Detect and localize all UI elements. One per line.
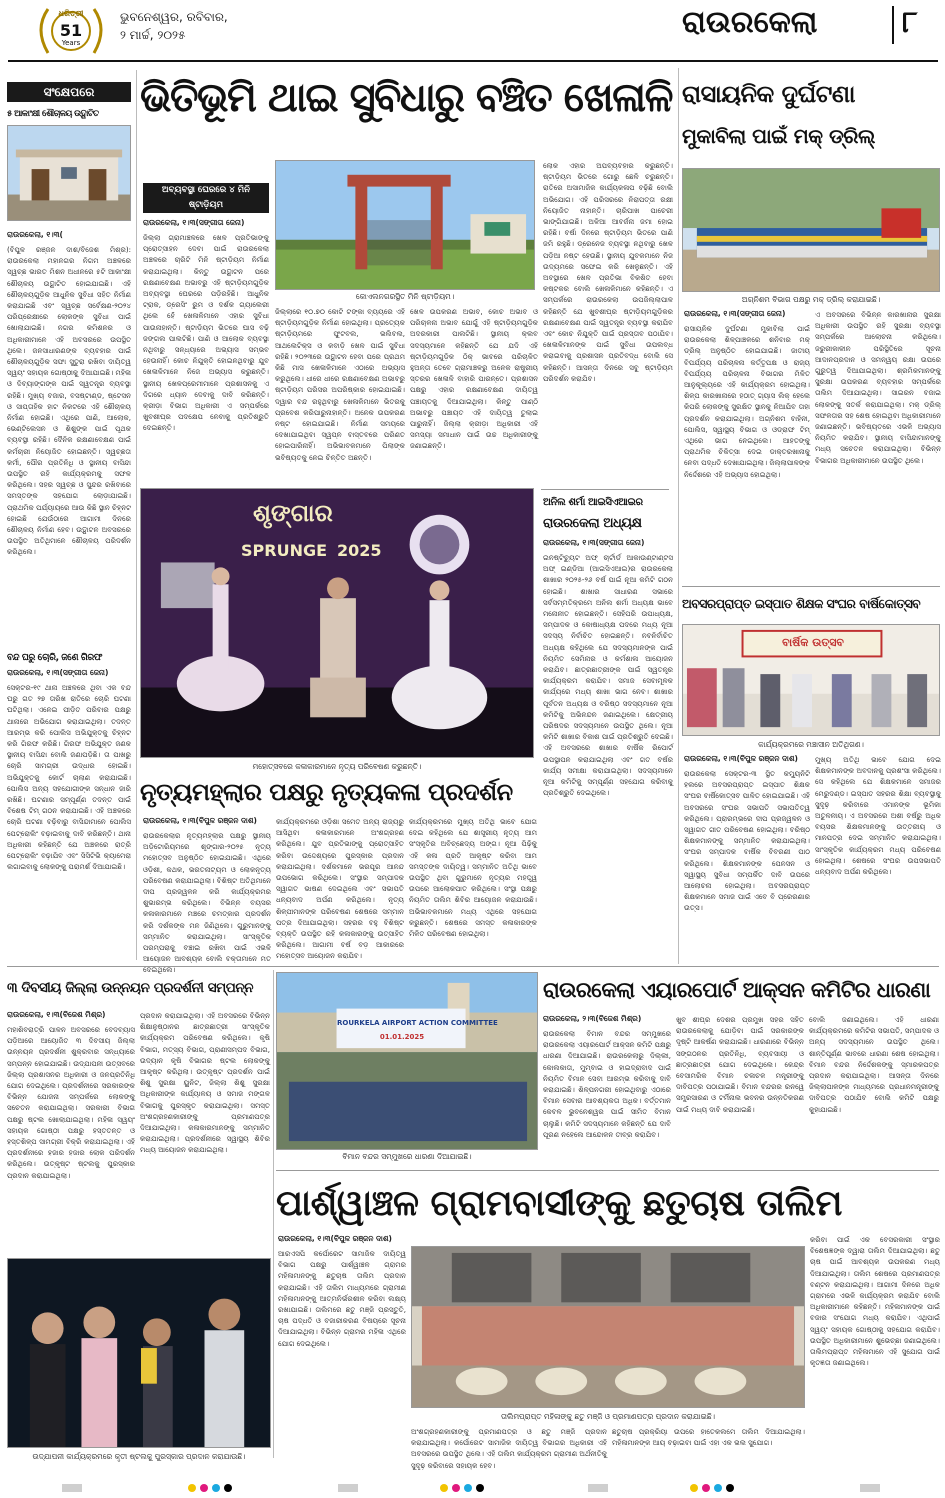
mushroom-caption: ତାଲିମପ୍ରାପ୍ତ ମହିଳାଙ୍କୁ ଛତୁ ମଞ୍ଜି ଓ ପ୍ରମାଣପତ୍ର ପ୍ରଦାନ କରାଯାଇଛି। bbox=[500, 1412, 716, 1421]
airport-byline: ରାଉରକେଲା, ୨।୩(ବିଜେଶ ମିଶ୍ର) bbox=[543, 1014, 642, 1023]
drill-caption: ଅଗ୍ନିଶମ ବିଭାଗ ପକ୍ଷରୁ ମକ୍ ଡ୍ରିଲ୍ କରାଯାଇଛି। bbox=[741, 295, 881, 304]
award-caption: ଉଦ୍ଯାପନୀ କାର୍ଯ୍ୟକ୍ରମରେ କୃତୀ ଷ୍ଟଲକୁ ପୁରସ୍କାର ପ୍ରଦାନ କରାଯାଉଛି। bbox=[32, 1452, 246, 1461]
mushroom-col2: ଅଂଶଗ୍ରହଣକାରୀଙ୍କୁ ପ୍ରମାଣପତ୍ର ଓ ଛତୁ ମଞ୍ଜି ପ୍ରଦାନ କରାଯାଇଥିଲା। କର୍ପୋରେଟ ସାମାଜିକ ଦାୟିତ୍ୱ ବିଭାଗର ଅଧିକାରୀ ଏହି ଅବସରରେ ଉପସ୍ଥିତ ଥିଲେ। ଏହି ତାଲିମ କାର୍ଯ୍ୟକ୍ରମ ଗ୍ରାମୀଣ ଅର୍ଥନୀତିକୁ ସୁଦୃଢ଼ କରିବାରେ ସହାୟକ ହେବ। bbox=[411, 1427, 610, 1470]
airport-col2: ଖୁବ ଶୀଘ୍ର ଦେଶର ପ୍ରମୁଖ ସହର ସହିତ ରାଉରକେଲାକୁ ଯୋଡ଼ିବା ପାଇଁ ସରକାରଙ୍କ ଦୃଷ୍ଟି ଆକର୍ଷଣ କରାଯାଇଛି। ଧାରଣାରେ ବିଭିନ୍ନ ସଙ୍ଗଠନର ପ୍ରତିନିଧି, ବ୍ୟବସାୟୀ ଓ ଛାତ୍ରଛାତ୍ରୀ ଯୋଗ ଦେଇଥିଲେ। କେନ୍ଦ୍ର ବେସାମରିକ ବିମାନ ଚଳାଚଳ ମନ୍ତ୍ରୀଙ୍କୁ ଦାବିପତ୍ର ପଠାଯାଇଛି। ବିମାନ ବନ୍ଦରର ରନୱେ ସମ୍ପ୍ରସାରଣ ଓ ଟର୍ମିନାଲ ଭବନର ଉନ୍ନତିକରଣ ପାଇଁ ମଧ୍ୟ ଦାବି କରାଯାଇଛି। bbox=[676, 1015, 807, 1114]
left-col-divider bbox=[136, 70, 137, 960]
dance-col2: କାର୍ଯ୍ୟକ୍ରମରେ ଓଡ଼ିଶା ସମେତ ଅନ୍ୟ ରାଜ୍ୟରୁ ଆସିଥିବା କଳାକାରମାନେ ଅଂଶଗ୍ରହଣ କରିଥିଲେ। ଯୁବ ପ୍ରତିଭାଙ୍କୁ ପ୍ରୋତ୍ସାହିତ କରିବା ଉଦ୍ଦେଶ୍ୟରେ ପୁରସ୍କାର ପ୍ରଦାନ କରାଯାଇଥିଲା। ଦର୍ଶକମାନେ ଭରପୂର ଆନନ୍ଦ ଉପଭୋଗ କରିଥିଲେ। ସଂସ୍ଥାର ସମ୍ପାଦକ ସ୍ୱାଗତ ଭାଷଣ ଦେଇଥିଲେ ଏବଂ ସଭାପତି ଧନ୍ୟବାଦ ଅର୍ପଣ କରିଥିଲେ। ନୃତ୍ୟ ଶିଳ୍ପୀମାନଙ୍କ ପରିବେଷଣ ଶେଷରେ ସମ୍ମାନ ପତ୍ର ଦିଆଯାଇଥିଲା। ସହରର ବହୁ ବିଶିଷ୍ଟ ବ୍ୟକ୍ତି ଉପସ୍ଥିତ ରହି କଳାକାରଙ୍କୁ ଉତ୍ସାହିତ କରିଥିଲେ। ଆଗାମୀ ବର୍ଷ ବଡ଼ ଆକାରରେ ମହୋତ୍ସବ ଆୟୋଜନ କରାଯିବ। bbox=[276, 817, 407, 961]
airport-col3: ବୋଲି ଜଣାଇଥିଲେ। ଏହି ଧାରଣା କାର୍ଯ୍ୟକ୍ରମରେ କମିଟିର ସଭାପତି, ସମ୍ପାଦକ ଓ ଅନ୍ୟ ସଦସ୍ୟମାନେ ଉପସ୍ଥିତ ଥିଲେ। ଶାନ୍ତିପୂର୍ଣ୍ଣ ଭାବରେ ଧାରଣା ଶେଷ ହୋଇଥିଲା। ବିମାନ ବନ୍ଦର ନିର୍ଦ୍ଦେଶକଙ୍କୁ ସ୍ମାରକପତ୍ର ପ୍ରଦାନ କରାଯାଇଥିଲା। ଆସନ୍ତା ଦିନରେ ଜିଲ୍ଲାପାଳଙ୍କ ମାଧ୍ୟମରେ ପ୍ରଧାନମନ୍ତ୍ରୀଙ୍କୁ ଦାବିପତ୍ର ପଠାଯିବ ବୋଲି କମିଟି ପକ୍ଷରୁ କୁହାଯାଇଛି। bbox=[809, 1015, 942, 1114]
registration-dot bbox=[212, 1484, 220, 1492]
registration-dot bbox=[452, 1484, 460, 1492]
drill-col1: ରାସାୟନିକ ଦୁର୍ଘଟଣା ମୁକାବିଲା ପାଇଁ ରାଉରକେଲା ଶିଳ୍ପାଞ୍ଚଳରେ ଶନିବାର ମକ୍ ଡ୍ରିଲ୍ ଅନୁଷ୍ଠିତ ହୋଇଯାଇଛି। ଜାତୀୟ ବିପର୍ଯ୍ୟୟ ପରିଚାଳନା କର୍ତ୍ତୃପକ୍ଷ ଓ ରାଜ୍ୟ ବିପର୍ଯ୍ୟୟ ପରିଚାଳନା ବିଭାଗର ମିଳିତ ଆନୁକୂଲ୍ୟରେ ଏହି କାର୍ଯ୍ୟକ୍ରମ ହୋଇଥିଲା। ଶିଳ୍ପ କାରଖାନାରେ ହଠାତ୍ ଗ୍ୟାସ ଲିକ୍ ହେଲେ କିପରି ଲୋକଙ୍କୁ ସୁରକ୍ଷିତ ସ୍ଥାନକୁ ନିଆଯିବ ତାହା ପ୍ରଦର୍ଶନ କରାଯାଇଥିଲା। ଅଗ୍ନିଶମ ବାହିନୀ, ପୋଲିସ, ସ୍ୱାସ୍ଥ୍ୟ ବିଭାଗ ଓ ଓଡ୍ରାଫ ଟିମ୍ ଏଥିରେ ଭାଗ ନେଇଥିଲେ। ଆହତଙ୍କୁ ପ୍ରାଥମିକ ଚିକିତ୍ସା ଦେଇ ଡାକ୍ତରଖାନାକୁ ନେବା ପଦ୍ଧତି ଦେଖାଯାଇଥିଲା। ଜିଲ୍ଲାପାଳଙ୍କ ନିର୍ଦ୍ଦେଶରେ ଏହି ଅଭ୍ୟାସ ହୋଇଥିଲା। bbox=[684, 324, 813, 479]
dance-col3: କାର୍ଯ୍ୟକ୍ରମରେ ମୁଖ୍ୟ ଅତିଥି ଭାବେ ଯୋଗ ଦେଇ କହିଥିଲେ ଯେ ଶାସ୍ତ୍ରୀୟ ନୃତ୍ୟ ଆମ ସଂସ୍କୃତିର ଅବିଚ୍ଛେଦ୍ୟ ଅଙ୍ଗ। ନୂଆ ପିଢ଼ିକୁ ଏହି କଳା ପ୍ରତି ଆକୃଷ୍ଟ କରିବା ଆମ ସମସ୍ତଙ୍କ ଦାୟିତ୍ୱ। ସମ୍ମାନିତ ଅତିଥି ଭାବେ ଉପସ୍ଥିତ ଥିବା ଗୁରୁମାନେ ନୃତ୍ୟର ମହତ୍ତ୍ୱ ଉପରେ ଆଲୋକପାତ କରିଥିଲେ। ସଂସ୍ଥା ପକ୍ଷରୁ ନିୟମିତ ତାଲିମ ଶିବିର ଆୟୋଜନ କରାଯାଉଛି। ଅଭିଭାବକମାନେ ମଧ୍ୟ ଏଥିରେ ସହଯୋଗ କରୁଛନ୍ତି। ଶେଷରେ ସମସ୍ତ କଳାକାରଙ୍କ ମିଳିତ ପରିବେଷଣ ହୋଇଥିଲା। bbox=[409, 817, 540, 939]
mid-rule bbox=[7, 966, 939, 967]
stadium-caption: କୋଏଲନଗରସ୍ଥିତ ମିନି ଷ୍ଟାଡ଼ିୟମ। bbox=[355, 292, 455, 301]
airport-headline: ରାଉରକେଲା ଏୟାରପୋର୍ଟ ଆକ୍ସନ କମିଟିର ଧାରଣା bbox=[543, 978, 931, 1002]
airport-photo bbox=[276, 972, 538, 1150]
page-number: ୮ bbox=[902, 5, 918, 40]
ais-rule bbox=[541, 489, 669, 490]
airport-caption: ବିମାନ ବନ୍ଦର ସମ୍ମୁଖରେ ଧାରଣା ଦିଆଯାଇଛି। bbox=[342, 1152, 472, 1161]
airport-banner-date: 01.01.2025 bbox=[379, 1033, 425, 1041]
registration-dot bbox=[714, 1484, 722, 1492]
teachers-caption: କାର୍ଯ୍ୟକ୍ରମରେ ମଞ୍ଚାସୀନ ଅତିଥିଗଣ। bbox=[758, 740, 864, 749]
drill-photo bbox=[682, 168, 940, 292]
teachers-photo bbox=[682, 624, 940, 736]
stadium-photo bbox=[275, 160, 535, 290]
drill-byline: ରାଉରକେଲା, ୧।୩(ସଙ୍ଗୀତା ଜେନା) bbox=[684, 309, 786, 318]
print-marks bbox=[0, 1478, 945, 1498]
mushroom-photo bbox=[411, 1246, 805, 1408]
expo-headline: ୩ ଦିବସୀୟ ଜିଲ୍ଲା ଉନ୍ନୟନ ପ୍ରଦର୍ଶନୀ ସମ୍ପନ୍ନ bbox=[7, 980, 254, 996]
stadium-col4: ଲୋକ ଏହାର ଅପବ୍ୟବହାର କରୁଛନ୍ତି। ଷ୍ଟାଡ଼ିୟମ ଭିତରେ ଗୋରୁ ଛେଳି ଚରୁଛନ୍ତି। ରାତିରେ ଅସାମାଜିକ କାର୍ଯ୍ୟକଳାପ ବଢ଼ିଛି ବୋଲି ଅଭିଯୋଗ। ଏହି ପରିସରରେ ନିରାପତ୍ତା ରକ୍ଷୀ ନିୟୋଜିତ ନାହାନ୍ତି। ଚାରିପାଖ ପାଚେରୀ ଭାଙ୍ଗିଯାଇଛି। ଅଳିଆ ଆବର୍ଜନା ଜମା ହୋଇ ରହିଛି। ବର୍ଷା ଦିନରେ ଷ୍ଟାଡ଼ିୟମ ଭିତରେ ପାଣି ଜମି ରହୁଛି। ଡ୍ରେନେଜ ବ୍ୟବସ୍ଥା ନଥିବାରୁ ଖେଳ ପଡ଼ିଆ ନଷ୍ଟ ହେଉଛି। ସ୍ଥାନୀୟ ଯୁବକମାନେ ନିଜ ଉଦ୍ୟମରେ ସଫେଇ କରି ଖେଳୁଛନ୍ତି। ଏହି ଅବସ୍ଥାରେ ଖେଳ ପ୍ରତିଭା ବିକଶିତ ହେବା କଷ୍ଟକର ବୋଲି ଖେଳାଳିମାନେ କହିଛନ୍ତି। ଏ ସମ୍ପର୍କରେ ରାଉରକେଲା ଉପଜିଲ୍ଲାପାଳ କହିଛନ୍ତି ଯେ ଖୁବଶୀଘ୍ର ଷ୍ଟାଡ଼ିୟମଗୁଡ଼ିକର ରକ୍ଷଣାବେକ୍ଷଣ ପାଇଁ ସ୍ୱତନ୍ତ୍ର ବ୍ୟବସ୍ଥା କରାଯିବ ଏବଂ କୋଚ ନିଯୁକ୍ତି ପାଇଁ ପ୍ରସ୍ତାବ ପଠାଯିବ। ଖେଳାଳିମାନଙ୍କ ପାଇଁ ସୁବିଧା ଉପଲବ୍ଧ କରାଇବାକୁ ପ୍ରଶାସନ ପ୍ରତିବଦ୍ଧ ବୋଲି ସେ କହିଛନ୍ତି। ଆସନ୍ତା ଦିନରେ ସବୁ ଷ୍ଟାଡ଼ିୟମ ପରିଦର୍ଶନ କରାଯିବ। bbox=[543, 161, 676, 383]
expo-col1: ମହାଶିବରାତ୍ରି ପାଳନ ଅବସରରେ ବେଦବ୍ୟାସ ପଡ଼ିଆରେ ଆୟୋଜିତ ୩ ଦିବସୀୟ ଜିଲ୍ଲା ଉନ୍ନୟନ ପ୍ରଦର୍ଶନୀ ଶୁକ୍ରବାର ସନ୍ଧ୍ୟାରେ ସମ୍ପନ୍ନ ହୋଇଯାଇଛି। ଉଦ୍ଯାପନୀ ଉତ୍ସବରେ ଜିଲ୍ଲା ପ୍ରଶାସନର ଅଧିକାରୀ ଓ ଜନପ୍ରତିନିଧି ଯୋଗ ଦେଇଥିଲେ। ପ୍ରଦର୍ଶନୀରେ ସରକାରଙ୍କ ବିଭିନ୍ନ ଯୋଜନା ସମ୍ପର୍କରେ ଲୋକଙ୍କୁ ସଚେତନ କରାଯାଇଥିଲା। ସରକାରୀ ବିଭାଗ ପକ୍ଷରୁ ଷ୍ଟଲ ଖୋଲାଯାଇଥିଲା। ମହିଳା ସ୍ୱୟଂ ସହାୟକ ଗୋଷ୍ଠୀ ପକ୍ଷରୁ ହସ୍ତତନ୍ତ ଓ ହସ୍ତଶିଳ୍ପ ସାମଗ୍ରୀ ବିକ୍ରି କରାଯାଇଥିଲା। ଏହି ପ୍ରଦର୍ଶନୀରେ ହଜାର ହଜାର ଲୋକ ପରିଦର୍ଶନ କରିଥିଲେ। ଉତ୍କୃଷ୍ଟ ଷ୍ଟଲକୁ ପୁରସ୍କାର ପ୍ରଦାନ କରାଯାଇଥିଲା। bbox=[7, 1025, 138, 1180]
registration-dot bbox=[476, 1484, 484, 1492]
airport-banner: ROURKELA AIRPORT ACTION COMMITTEE bbox=[337, 1019, 498, 1027]
brief2-byline: ରାଉରକେଲା, ୧।୩(ସଙ୍ଗୀତା ଜେନା) bbox=[7, 668, 109, 677]
print-bar bbox=[860, 1484, 880, 1492]
mushroom-rule bbox=[276, 1170, 939, 1171]
print-bar bbox=[62, 1484, 82, 1492]
masthead bbox=[0, 0, 945, 62]
dance-photo bbox=[140, 488, 534, 758]
toilet-photo bbox=[7, 125, 131, 221]
registration-dot bbox=[690, 1484, 698, 1492]
expo-col2: ପ୍ରଦାନ କରାଯାଇଥିଲା। ଏହି ଅବସରରେ ବିଭିନ୍ନ ଶିକ୍ଷାନୁଷ୍ଠାନର ଛାତ୍ରଛାତ୍ରୀ ସାଂସ୍କୃତିକ କାର୍ଯ୍ୟକ୍ରମ ପରିବେଷଣ କରିଥିଲେ। କୃଷି ବିଭାଗ, ମତ୍ସ୍ୟ ବିଭାଗ, ପ୍ରାଣୀସମ୍ପଦ ବିଭାଗ, ଉଦ୍ୟାନ କୃଷି ବିଭାଗର ଷ୍ଟଲ ଲୋକଙ୍କୁ ଆକୃଷ୍ଟ କରିଥିଲା। ଉତ୍କୃଷ୍ଟ ପ୍ରଦର୍ଶନ ପାଇଁ ଶିଶୁ ସୁରକ୍ଷା ୟୁନିଟ, ଜିଲ୍ଲା ଶିଶୁ ସୁରକ୍ଷା ଅଧିକାରୀଙ୍କ କାର୍ଯ୍ୟାଳୟ ଓ ସମାଜ ମଙ୍ଗଳ ବିଭାଗକୁ ପୁରସ୍କୃତ କରାଯାଇଥିଲା। ସମସ୍ତ ଅଂଶଗ୍ରହଣକାରୀଙ୍କୁ ପ୍ରମାଣପତ୍ର ଦିଆଯାଇଥିଲା। କଳାକାରମାନଙ୍କୁ ସମ୍ମାନିତ କରାଯାଇଥିଲା। ପ୍ରଦର୍ଶନୀରେ ସ୍ୱାସ୍ଥ୍ୟ ଶିବିର ମଧ୍ୟ ଆୟୋଜନ କରାଯାଇଥିଲା। bbox=[140, 1011, 273, 1155]
registration-dot bbox=[464, 1484, 472, 1492]
logo-brand-text: ଧରିତ୍ରୀ bbox=[58, 9, 84, 18]
anniversary-logo bbox=[30, 3, 112, 57]
print-bar bbox=[338, 1484, 358, 1492]
teachers-col2: ମୁଖ୍ୟ ଅତିଥି ଭାବେ ଯୋଗ ଦେଇ ଶିକ୍ଷକମାନଙ୍କ ଅବଦାନକୁ ପ୍ରଶଂସା କରିଥିଲେ। ସେ କହିଥିଲେ ଯେ ଶିକ୍ଷକମାନେ ସମାଜର ମେରୁଦଣ୍ଡ। ଇସ୍ପାତ ସହରର ଶିକ୍ଷା ବ୍ୟବସ୍ଥାକୁ ସୁଦୃଢ଼ କରିବାରେ ଏମାନଙ୍କ ଭୂମିକା ଅତୁଳନୀୟ। ଏ ଅବସରରେ ଅଶୀ ବର୍ଷରୁ ଅଧିକ ବୟସର ଶିକ୍ଷକମାନଙ୍କୁ ଉତ୍ତରୀୟ ଓ ମାନପତ୍ର ଦେଇ ସମ୍ମାନିତ କରାଯାଇଥିଲା। ସାଂସ୍କୃତିକ କାର୍ଯ୍ୟକ୍ରମ ମଧ୍ୟ ପରିବେଷଣ ହୋଇଥିଲା। ଶେଷରେ ସଂଘର ଉପସଭାପତି ଧନ୍ୟବାଦ ଅର୍ପଣ କରିଥିଲେ। bbox=[815, 755, 944, 877]
brief1-byline: ରାଉରକେଲା, ୧।୩( bbox=[7, 230, 63, 239]
stadium-kicker: ଅବ୍ୟବସ୍ଥା ଘେରରେ ୪ ମିନି ଷ୍ଟାଡ଼ିୟମ bbox=[143, 183, 269, 213]
masthead-rule bbox=[8, 60, 938, 62]
teachers-rule bbox=[682, 586, 940, 587]
print-bar bbox=[588, 1484, 608, 1492]
right-col-divider bbox=[678, 68, 679, 964]
brief2-title: ବନ୍ଦ ଘରୁ ଚୋରି, ଜଣେ ଗିରଫ bbox=[7, 652, 103, 663]
ais-headline-line1: ଅନିଲ ଶର୍ମା ଆଇସିଏଆଇର bbox=[543, 497, 643, 508]
registration-dot bbox=[726, 1484, 734, 1492]
registration-dot bbox=[224, 1484, 232, 1492]
registration-dot bbox=[188, 1484, 196, 1492]
stage-backdrop-title: ଶୃଙ୍ଗାର bbox=[253, 499, 333, 527]
stadium-col3: ଖେଳ ଉପକରଣ ଅଭାବ, କୋଚ ଅଭାବ ଓ ପରିଚାଳନା ଅଭାବ ଯୋଗୁଁ ଏହି ଷ୍ଟାଡ଼ିୟମଗୁଡ଼ିକ ଅଦରକାରୀ ପାଲଟିଛି। ସ୍ଥାନୀୟ କ୍ଲବ ସଦସ୍ୟମାନେ କହିଛନ୍ତି ଯେ ଯଦି ଏହି ଷ୍ଟାଡ଼ିୟମଗୁଡ଼ିକ ଠିକ୍ ଭାବରେ ପରିଚାଳିତ ହୁଅନ୍ତା ତେବେ ଗ୍ରାମାଞ୍ଚଳରୁ ଅନେକ ରାଷ୍ଟ୍ରୀୟ ସ୍ତରର ଖେଳାଳି ବାହାରି ପାରନ୍ତେ। ପ୍ରଶାସନ ପକ୍ଷରୁ ଏହାର ରକ୍ଷଣାବେକ୍ଷଣ ଦାୟିତ୍ୱ ପଞ୍ଚାୟତକୁ ଦିଆଯାଇଥିଲା। କିନ୍ତୁ ପାଣ୍ଠି ଅଭାବରୁ ପଞ୍ଚାୟତ ଏହି ଦାୟିତ୍ୱ ତୁଲାଇ ପାରୁନାହିଁ। ଜିଲ୍ଲା କ୍ରୀଡ଼ା ଅଧିକାରୀ ଏହି ସମସ୍ୟା ସମାଧାନ ପାଇଁ ଉଚ୍ଚ ଅଧିକାରୀଙ୍କୁ ଜଣାଇଛନ୍ତି। bbox=[410, 307, 541, 451]
stage-backdrop-subtitle: SPRUNGE bbox=[241, 541, 328, 560]
teachers-byline: ରାଉରକେଲା, ୧।୩(ବିପୁଳ ରଞ୍ଜନ ଦାଶ) bbox=[684, 754, 798, 763]
mushroom-headline: ପାର୍ଶ୍ୱାଞ୍ଚଳ ଗ୍ରାମବାସୀଙ୍କୁ ଛତୁଚାଷ ତାଲିମ bbox=[276, 1183, 842, 1224]
stage-backdrop-year: 2025 bbox=[337, 541, 382, 560]
dance-byline: ରାଉରକେଲା, ୧।୩(ବିପୁଳ ରଞ୍ଜନ ଦାଶ) bbox=[143, 816, 257, 825]
brief2-body: ସେକ୍ଟର-୧୯ ଥାନା ଅଞ୍ଚଳରେ ଥିବା ଏକ ବନ୍ଦ ଘରୁ ଗତ ୨୭ ତାରିଖ ରାତିରେ ଚୋରି ଘଟଣା ଘଟିଥିଲା। ଏନେଇ ପୀଡ଼ିତ ପରିବାର ପକ୍ଷରୁ ଥାନାରେ ଅଭିଯୋଗ କରାଯାଇଥିଲା। ତଦନ୍ତ ଆରମ୍ଭ କରି ପୋଲିସ ଅଭିଯୁକ୍ତକୁ ଚିହ୍ନଟ କରି ଗିରଫ କରିଛି। ଗିରଫ ଅଭିଯୁକ୍ତ ଜଣକ ସ୍ଥାନୀୟ ବାସିନ୍ଦା ବୋଲି ଜଣାପଡ଼ିଛି। ତା ପାଖରୁ ଚୋରି ସାମଗ୍ରୀ ଉଦ୍ଧାର ହୋଇଛି। ଅଭିଯୁକ୍ତକୁ କୋର୍ଟ ଚାଲାଣ କରାଯାଇଛି। ପୋଲିସ ଅନ୍ୟ ସହଯୋଗୀଙ୍କ ସନ୍ଧାନ ଜାରି ରଖିଛି। ଘଟଣାର ସମ୍ପୂର୍ଣ୍ଣ ତଦନ୍ତ ପାଇଁ ବିଶେଷ ଟିମ୍ ଗଠନ କରାଯାଇଛି। ଏହି ଅଞ୍ଚଳରେ ଚୋରି ଘଟଣା ବଢ଼ିବାରୁ ବାସିନ୍ଦାମାନେ ପୋଲିସ ପେଟ୍ରୋଲିଂ ବଢ଼ାଇବାକୁ ଦାବି କରିଛନ୍ତି। ଥାନା ଅଧିକାରୀ କହିଛନ୍ତି ଯେ ଅଞ୍ଚଳରେ ରାତ୍ରି ପେଟ୍ରୋଲିଂ ବଢ଼ାଯିବ ଏବଂ ସିସିଟିଭି କ୍ୟାମେରା ଲଗାଇବାକୁ ଲୋକଙ୍କୁ ପରାମର୍ଶ ଦିଆଯାଇଛି। bbox=[7, 683, 134, 872]
brief1-title: ୫ ଆକାଂକ୍ଷୀ ଶୌଚାଳୟ ଉଦ୍ଘାଟିତ bbox=[7, 108, 99, 118]
stadium-col2: ଜିଲ୍ଲାରେ ୧୦.୭୦ କୋଟି ଟଙ୍କା ବ୍ୟୟରେ ଏହି ଷ୍ଟାଡ଼ିୟମଗୁଡ଼ିକ ନିର୍ମାଣ ହୋଇଥିଲା। ପ୍ରତ୍ୟେକ ଷ୍ଟାଡ଼ିୟମରେ ଫୁଟବଲ, ଭଲିବଲ, ଆଥଲେଟିକ୍ସ ଓ କବାଡ଼ି ଖେଳ ପାଇଁ ସୁବିଧା ରହିଛି। ୨୦୨୩ରେ ଉଦ୍ଘାଟନ ହେବା ପରେ ପ୍ରଥମ କିଛି ମାସ ଖେଳାଳିମାନେ ଏଠାରେ ଅଭ୍ୟାସ କରୁଥିଲେ। ଧୀରେ ଧୀରେ ରକ୍ଷଣାବେକ୍ଷଣ ଅଭାବରୁ ଷ୍ଟାଡ଼ିୟମ ପରିସର ଅପରିଷ୍କାର ହୋଇଯାଇଛି। ଦ୍ୱାର ବନ୍ଦ ରହୁଥିବାରୁ ଖେଳାଳିମାନେ ଭିତରକୁ ପ୍ରବେଶ କରିପାରୁନାହାନ୍ତି। ଅନେକ ଉପକରଣ ନଷ୍ଟ ହୋଇଯାଇଛି। ନିର୍ମାଣ ସମୟରେ ଦେଖାଯାଇଥିବା ସ୍ୱପ୍ନ ବାସ୍ତବରେ ପରିଣତ ହୋଇପାରିନାହିଁ। ଅଭିଭାବକମାନେ ପିଲାଙ୍କ ଭବିଷ୍ୟତକୁ ନେଇ ଚିନ୍ତିତ ଅଛନ୍ତି। bbox=[275, 307, 408, 462]
teachers-banner: ବାର୍ଷିକ ଉତ୍ସବ bbox=[782, 636, 844, 649]
stadium-byline: ରାଉରକେଲା, ୧।୩(ସଙ୍ଗୀତା ଜେନା) bbox=[143, 218, 245, 227]
airport-col1: ରାଉରକେଲା ବିମାନ ବନ୍ଦର ସମ୍ମୁଖରେ ରାଉରକେଲା ଏୟାରପୋର୍ଟ ଆକ୍ସନ କମିଟି ପକ୍ଷରୁ ଧାରଣା ଦିଆଯାଇଛି। ରାଉରକେଲାରୁ ଦିଲ୍ଲୀ, କୋଲକାତା, ମୁମ୍ବାଇ ଓ ହାଇଦ୍ରାବାଦ ପାଇଁ ନିୟମିତ ବିମାନ ସେବା ଆରମ୍ଭ କରିବାକୁ ଦାବି କରାଯାଇଛି। ଶିଳ୍ପନଗରୀ ହୋଇଥିବାରୁ ଏଠାରେ ବିମାନ ସେବାର ଆବଶ୍ୟକତା ଅଧିକ। ବର୍ତ୍ତମାନ କେବଳ ଭୁବନେଶ୍ୱର ପାଇଁ ସୀମିତ ବିମାନ ଚାଲୁଛି। କମିଟି ସଦସ୍ୟମାନେ କହିଛନ୍ତି ଯେ ଦାବି ପୂରଣ ନହେଲେ ଆନ୍ଦୋଳନ ତୀବ୍ର କରାଯିବ। bbox=[543, 1029, 674, 1139]
mushroom-col1: ଆରଏସପି କର୍ପୋରେଟ ସାମାଜିକ ଦାୟିତ୍ୱ ବିଭାଗ ପକ୍ଷରୁ ପାର୍ଶ୍ୱାଞ୍ଚଳ ଗ୍ରାମର ମହିଳାମାନଙ୍କୁ ଛତୁଚାଷ ତାଲିମ ପ୍ରଦାନ କରାଯାଇଛି। ଏହି ତାଲିମ ମାଧ୍ୟମରେ ଗ୍ରାମୀଣ ମହିଳାମାନଙ୍କୁ ଆତ୍ମନିର୍ଭରଶୀଳ କରିବା ଲକ୍ଷ୍ୟ ରଖାଯାଇଛି। ତାଲିମରେ ଛତୁ ମଞ୍ଜି ପ୍ରସ୍ତୁତି, ଚାଷ ପଦ୍ଧତି ଓ ବଜାରୀକରଣ ବିଷୟରେ ସୂଚନା ଦିଆଯାଇଥିଲା। ବିଭିନ୍ନ ଗ୍ରାମର ମହିଳା ଏଥିରେ ଯୋଗ ଦେଇଥିଲେ। bbox=[278, 1249, 409, 1348]
ais-byline: ରାଉରକେଲା, ୧।୩(ସଙ୍ଗୀତା ଜେନା) bbox=[543, 538, 645, 547]
drill-headline-line2: ମୁକାବିଲା ପାଇଁ ମକ୍ ଡ୍ରିଲ୍ bbox=[682, 124, 875, 148]
dance-caption: ମହୋତ୍ସବରେ କଳାକାରମାନେ ନୃତ୍ୟ ପରିବେଷଣ କରୁଛନ୍ତି। bbox=[252, 762, 422, 771]
dance-col1: ରାଉରକେଲାର ନୃତ୍ୟମହ୍ଲାର ପକ୍ଷରୁ ସ୍ଥାନୀୟ ଅଡ଼ିଟୋରିୟମରେ ଶୃଙ୍ଗାର-୨୦୨୫ ନୃତ୍ୟ ମହୋତ୍ସବ ଅନୁଷ୍ଠିତ ହୋଇଯାଇଛି। ଏଥିରେ ଓଡ଼ିଶୀ, କଥକ, ଭରତନାଟ୍ୟମ ଓ ଲୋକନୃତ୍ୟ ପରିବେଷଣ କରାଯାଇଥିଲା। ବିଶିଷ୍ଟ ଅତିଥିମାନେ ଦୀପ ପ୍ରଜ୍ୱଳନ କରି କାର୍ଯ୍ୟକ୍ରମର ଶୁଭାରମ୍ଭ କରିଥିଲେ। ବିଭିନ୍ନ ବୟସର କଳାକାରମାନେ ମଞ୍ଚରେ ଚମତ୍କାର ପ୍ରଦର୍ଶନ କରି ଦର୍ଶକଙ୍କ ମନ ଜିଣିଥିଲେ। ଗୁରୁମାନଙ୍କୁ ସମ୍ମାନିତ କରାଯାଇଥିଲା। ସାଂସ୍କୃତିକ ପରମ୍ପରାକୁ ବଞ୍ଚାଇ ରଖିବା ପାଇଁ ଏଭଳି ଆୟୋଜନ ଆବଶ୍ୟକ ବୋଲି ବକ୍ତାମାନେ ମତ ଦେଇଥିଲେ। bbox=[143, 831, 274, 975]
brief1-body: (ବିପୁଳ ରଞ୍ଜନ ଦାଶ/ବିଜେଶ ମିଶ୍ର): ରାଉରକେଲା ମହାନଗର ନିଗମ ଅଞ୍ଚଳରେ ସ୍ୱଚ୍ଛ ଭାରତ ମିଶନ ଅଧୀନରେ ୫ଟି ଆକାଂକ୍ଷୀ ଶୌଚାଳୟ ଉଦ୍ଘାଟିତ ହୋଇଯାଇଛି। ଏହି ଶୌଚାଳୟଗୁଡ଼ିକ ଆଧୁନିକ ସୁବିଧା ସହିତ ନିର୍ମାଣ କରାଯାଇଛି ଏବଂ ସ୍ୱଚ୍ଛ ସର୍ବେକ୍ଷଣ-୨୦୨୪ ପରିପ୍ରେକ୍ଷୀରେ ଲୋକଙ୍କ ସୁବିଧା ପାଇଁ ଖୋଲାଯାଇଛି। ନଗର କମିଶନର ଓ ଅଧିକାରୀମାନେ ଏହି ଅବସରରେ ଉପସ୍ଥିତ ଥିଲେ। ଜନସାଧାରଣଙ୍କ ବ୍ୟବହାର ପାଇଁ ଶୌଚାଳୟଗୁଡ଼ିକ ସଫା ସୁତୁରା ରଖିବା ଦାୟିତ୍ୱ ସ୍ୱୟଂ ସହାୟକ ଗୋଷ୍ଠୀକୁ ଦିଆଯାଇଛି। ମହିଳା ଓ ଦିବ୍ୟାଙ୍ଗଙ୍କ ପାଇଁ ସ୍ୱତନ୍ତ୍ର ବ୍ୟବସ୍ଥା ରହିଛି। ମୁଖ୍ୟ ବଜାର, ବସଷ୍ଟାଣ୍ଡ, ଷ୍ଟେସନ ଓ ସାପ୍ତାହିକ ହାଟ ନିକଟରେ ଏହି ଶୌଚାଳୟ ନିର୍ମାଣ ହୋଇଛି। ଏଥିରେ ପାଣି, ଆଲୋକ, ଭେଣ୍ଟିଲେସନ ଓ ଶିଶୁଙ୍କ ପାଇଁ ପୃଥକ ବ୍ୟବସ୍ଥା ରହିଛି। ଦୈନିକ ରକ୍ଷଣାବେକ୍ଷଣ ପାଇଁ କର୍ମଚାରୀ ନିୟୋଜିତ ହୋଇଛନ୍ତି। ସ୍ୱଚ୍ଛତା କର୍ମୀ, ପୌର ପ୍ରତିନିଧି ଓ ସ୍ଥାନୀୟ ବାସିନ୍ଦା ଉପସ୍ଥିତ ରହି କାର୍ଯ୍ୟକ୍ରମକୁ ସଫଳ କରିଥିଲେ। ସହର ସ୍ୱଚ୍ଛ ଓ ସୁନ୍ଦର ରଖିବାରେ ସମସ୍ତଙ୍କ ସହଯୋଗ ଲୋଡ଼ାଯାଇଛି। ପ୍ରାଥମିକ ପର୍ଯ୍ୟାୟରେ ଆଉ କିଛି ସ୍ଥାନ ଚିହ୍ନଟ ହୋଇଛି ଯେଉଁଠାରେ ଆଗାମୀ ଦିନରେ ଶୌଚାଳୟ ନିର୍ମାଣ ହେବ। ଉଦ୍ଘାଟନ ଅବସରରେ ଉପସ୍ଥିତ ଅତିଥିମାନେ ଶୌଚାଳୟ ପରିଦର୍ଶନ କରିଥିଲେ। bbox=[7, 245, 134, 557]
stadium-headline: ଭିତିଭୂମି ଥାଇ ସୁବିଧାରୁ ବଞ୍ଚିତ ଖେଳାଳି bbox=[140, 75, 673, 121]
dateline-place-day: ଭୁବନେଶ୍ୱର, ରବିବାର, bbox=[120, 10, 228, 24]
section-name: ରାଉରକେଲା bbox=[682, 5, 818, 40]
teachers-headline: ଅବସରପ୍ରାପ୍ତ ଇସ୍ପାତ ଶିକ୍ଷକ ସଂଘର ବାର୍ଷିକୋତ୍ସବ bbox=[682, 596, 921, 611]
logo-years-word: Years bbox=[61, 39, 81, 47]
ais-body: ଇନଷ୍ଟିଚ୍ୟୁଟ ଅଫ୍ ଚାର୍ଟାର୍ଡ ଆକାଉଣ୍ଟାଣ୍ଟସ ଅଫ୍ ଇଣ୍ଡିଆ (ଆଇସିଏଆଇ)ର ରାଉରକେଲା ଶାଖାର ୨୦୨୫-୨୬ ବର୍ଷ ପାଇଁ ନୂଆ କମିଟି ଗଠନ ହୋଇଛି। ଶାଖାର ସାଧାରଣ ସଭାରେ ସର୍ବସମ୍ମତିକ୍ରମେ ଅନିଲ ଶର୍ମା ଅଧ୍ୟକ୍ଷ ଭାବେ ମନୋନୀତ ହୋଇଛନ୍ତି। ସେହିପରି ଉପାଧ୍ୟକ୍ଷ, ସମ୍ପାଦକ ଓ କୋଷାଧ୍ୟକ୍ଷ ପଦରେ ମଧ୍ୟ ନୂଆ ସଦସ୍ୟ ନିର୍ବାଚିତ ହୋଇଛନ୍ତି। ନବନିର୍ବାଚିତ ଅଧ୍ୟକ୍ଷ କହିଥିଲେ ଯେ ସଦସ୍ୟମାନଙ୍କ ପାଇଁ ନିୟମିତ ସେମିନାର ଓ କର୍ମଶାଳା ଆୟୋଜନ କରାଯିବ। ଛାତ୍ରଛାତ୍ରୀଙ୍କ ପାଇଁ ସ୍ୱତନ୍ତ୍ର କାର୍ଯ୍ୟକ୍ରମ କରାଯିବ। ସମାଜ ସେବାମୂଳକ କାର୍ଯ୍ୟରେ ମଧ୍ୟ ଶାଖା ଭାଗ ନେବ। ଶାଖାର ପୂର୍ବତନ ଅଧ୍ୟକ୍ଷ ଓ ବରିଷ୍ଠ ସଦସ୍ୟମାନେ ନୂଆ କମିଟିକୁ ଅଭିନନ୍ଦନ ଜଣାଇଥିଲେ। କ୍ଷେତ୍ରୀୟ ପରିଷଦର ସଦସ୍ୟମାନେ ଉପସ୍ଥିତ ଥିଲେ। ନୂଆ କମିଟି ଶାଖାର ବିକାଶ ପାଇଁ ପ୍ରତିଶ୍ରୁତି ଦେଇଛି। ଏହି ଅବସରରେ ଶାଖାର ବାର୍ଷିକ ରିପୋର୍ଟ ଉପସ୍ଥାପନ କରାଯାଇଥିଲା ଏବଂ ଗତ ବର୍ଷର କାର୍ଯ୍ୟ ସମୀକ୍ଷା କରାଯାଇଥିଲା। ସଦସ୍ୟମାନେ ନୂଆ କମିଟିକୁ ସମ୍ପୂର୍ଣ୍ଣ ସହଯୋଗ କରିବାକୁ ପ୍ରତିଶ୍ରୁତି ଦେଇଥିଲେ। bbox=[543, 553, 676, 798]
dateline-date: ୨ ମାର୍ଚ୍ଚ, ୨୦୨୫ bbox=[120, 28, 186, 42]
teachers-col1: ରାଉରକେଲା ସେକ୍ଟର-୩ ସ୍ଥିତ କମ୍ୟୁନିଟି ହଲରେ ଅବସରପ୍ରାପ୍ତ ଇସ୍ପାତ ଶିକ୍ଷକ ସଂଘର ବାର୍ଷିକୋତ୍ସବ ପାଳିତ ହୋଇଯାଇଛି। ଏହି ଅବସରରେ ସଂଘର ସଭାପତି ସଭାପତିତ୍ୱ କରିଥିଲେ। ପ୍ରାରମ୍ଭରେ ଦୀପ ପ୍ରଜ୍ୱଳନ ଓ ସ୍ୱାଗତ ଗୀତ ପରିବେଷଣ ହୋଇଥିଲା। ବରିଷ୍ଠ ଶିକ୍ଷକମାନଙ୍କୁ ସମ୍ମାନିତ କରାଯାଇଥିଲା। ସଂଘର ସମ୍ପାଦକ ବାର୍ଷିକ ବିବରଣୀ ପାଠ କରିଥିଲେ। ଶିକ୍ଷକମାନଙ୍କ ପେନସନ ଓ ସ୍ୱାସ୍ଥ୍ୟ ସୁବିଧା ସମ୍ପର୍କିତ ଦାବି ଉପରେ ଆଲୋଚନା ହୋଇଥିଲା। ଅବସରପ୍ରାପ୍ତ ଶିକ୍ଷକମାନେ ସମାଜ ପାଇଁ ଏବେ ବି ପ୍ରେରଣାର ଉତ୍ସ। bbox=[684, 769, 813, 913]
ais-headline-line2: ରାଉରକେଲା ଅଧ୍ୟକ୍ଷ bbox=[543, 516, 642, 531]
stadium-col1: ଜିଲ୍ଲା ଗ୍ରାମାଞ୍ଚଳରେ ଖେଳ ପ୍ରତିଭାଙ୍କୁ ପ୍ରୋତ୍ସାହନ ଦେବା ପାଇଁ ରାଉରକେଲା ଅଞ୍ଚଳରେ ଚାରିଟି ମିନି ଷ୍ଟାଡ଼ିୟମ ନିର୍ମାଣ କରାଯାଇଥିଲା। କିନ୍ତୁ ଉଦ୍ଘାଟନ ପରେ ରକ୍ଷଣାବେକ୍ଷଣ ଅଭାବରୁ ଏହି ଷ୍ଟାଡ଼ିୟମଗୁଡ଼ିକ ଅବ୍ୟବସ୍ଥା ଘେରରେ ପଡ଼ିରହିଛି। ଆଧୁନିକ ଟ୍ରାକ, ଡ୍ରେସିଂ ରୁମ ଓ ଦର୍ଶକ ଗ୍ୟାଲେରୀ ଥିଲେ ହେଁ ଖେଳାଳିମାନେ ଏହାର ସୁବିଧା ପାଉନାହାନ୍ତି। ଷ୍ଟାଡ଼ିୟମ ଭିତରେ ଘାସ ବଢ଼ି ଜଙ୍ଗଲ ପାଲଟିଛି। ପାଣି ଓ ଆଲୋକ ବ୍ୟବସ୍ଥା ନଥିବାରୁ ସନ୍ଧ୍ୟାରେ ଅଭ୍ୟାସ ସମ୍ଭବ ହେଉନାହିଁ। କୋଚ ନିଯୁକ୍ତି ହୋଇନଥିବାରୁ ଯୁବ ଖେଳାଳିମାନେ ନିଜେ ଅଭ୍ୟାସ କରୁଛନ୍ତି। ସ୍ଥାନୀୟ ଖେଳପ୍ରେମୀମାନେ ପ୍ରଶାସନକୁ ଏ ଦିଗରେ ଧ୍ୟାନ ଦେବାକୁ ଦାବି କରିଛନ୍ତି। କ୍ରୀଡ଼ା ବିଭାଗ ଅଧିକାରୀ ଏ ସମ୍ପର୍କରେ ଖୁବଶୀଘ୍ର ପଦକ୍ଷେପ ନେବାକୁ ପ୍ରତିଶ୍ରୁତି ଦେଇଛନ୍ତି। bbox=[143, 233, 272, 433]
drill-col2: ଏ ଅବସରରେ ବିଭିନ୍ନ କାରଖାନାର ସୁରକ୍ଷା ଅଧିକାରୀ ଉପସ୍ଥିତ ରହି ସୁରକ୍ଷା ବ୍ୟବସ୍ଥା ସମ୍ପର୍କରେ ଆଲୋଚନା କରିଥିଲେ। ଜରୁରୀକାଳୀନ ପରିସ୍ଥିତିରେ ସୂଚନା ଆଦାନପ୍ରଦାନ ଓ ସମନ୍ୱୟ ରକ୍ଷା ଉପରେ ଗୁରୁତ୍ୱ ଦିଆଯାଇଥିଲା। ଶ୍ରମିକମାନଙ୍କୁ ସୁରକ୍ଷା ଉପକରଣ ବ୍ୟବହାର ସମ୍ପର୍କରେ ତାଲିମ ଦିଆଯାଇଥିଲା। ସାଇରନ ବଜାଇ ଲୋକଙ୍କୁ ସତର୍କ କରାଯାଇଥିଲା। ମକ୍ ଡ୍ରିଲ୍ ସଫଳତାର ସହ ଶେଷ ହୋଇଥିବା ଅଧିକାରୀମାନେ ଜଣାଇଛନ୍ତି। ଭବିଷ୍ୟତରେ ଏଭଳି ଅଭ୍ୟାସ ନିୟମିତ କରାଯିବ। ସ୍ଥାନୀୟ ବାସିନ୍ଦାମାନଙ୍କୁ ମଧ୍ୟ ସଚେତନ କରାଯାଇଥିଲା। ବିଭିନ୍ନ ବିଭାଗର ଅଧିକାରୀମାନେ ଉପସ୍ଥିତ ଥିଲେ। bbox=[815, 310, 944, 465]
expo-byline: ରାଉରକେଲା, ୧।୩(ବିଜେଶ ମିଶ୍ର) bbox=[7, 1010, 106, 1019]
award-photo bbox=[7, 1258, 271, 1448]
mushroom-col3: ଛତୁଚାଷ ପ୍ରକ୍ରିୟା ଉପରେ ହାତେକଲମେ ତାଲିମ ଦିଆଯାଇଥିଲା। ମହିଳାମାନଙ୍କ ଆୟ ବଢ଼ାଇବା ପାଇଁ ଏହା ଏକ ଭଲ ସୁଯୋଗ। bbox=[612, 1427, 808, 1448]
expo-divider bbox=[273, 970, 274, 1458]
registration-dot bbox=[440, 1484, 448, 1492]
dance-headline: ନୃତ୍ୟମହ୍ଲାର ପକ୍ଷରୁ ନୃତ୍ୟକଳା ପ୍ରଦର୍ଶନ bbox=[140, 778, 513, 806]
registration-dot bbox=[702, 1484, 710, 1492]
logo-years-number: 51 bbox=[59, 21, 83, 40]
mushroom-col4: କରିବା ପାଇଁ ଏକ ବେସରକାରୀ ସଂସ୍ଥାର ବିଶେଷଜ୍ଞଙ୍କ ଦ୍ୱାରା ତାଲିମ ଦିଆଯାଇଥିଲା। ଛତୁ ଚାଷ ପାଇଁ ଆବଶ୍ୟକ ଉପକରଣ ମଧ୍ୟ ଦିଆଯାଇଥିଲା। ତାଲିମ ଶେଷରେ ପ୍ରମାଣପତ୍ର ବଣ୍ଟନ କରାଯାଇଥିଲା। ଆଗାମୀ ଦିନରେ ଅଧିକ ଗ୍ରାମରେ ଏଭଳି କାର୍ଯ୍ୟକ୍ରମ କରାଯିବ ବୋଲି ଅଧିକାରୀମାନେ କହିଛନ୍ତି। ମହିଳାମାନଙ୍କ ପାଇଁ ବଜାର ସଂଯୋଗ ମଧ୍ୟ କରାଯିବ। ଏଥିପାଇଁ ସ୍ୱୟଂ ସହାୟକ ଗୋଷ୍ଠୀକୁ ସହଯୋଗ କରାଯିବ। ଉପସ୍ଥିତ ଅଧିକାରୀମାନେ ଶୁଭେଚ୍ଛା ଜଣାଇଥିଲେ। ତାଲିମପ୍ରାପ୍ତ ମହିଳାମାନେ ଏହି ସୁଯୋଗ ପାଇଁ କୃତଜ୍ଞତା ଜଣାଇଥିଲେ। bbox=[810, 1235, 943, 1368]
mushroom-byline: ରାଉରକେଲା, ୧।୩(ବିପୁଳ ରଞ୍ଜନ ଦାଶ) bbox=[278, 1234, 392, 1243]
registration-dot bbox=[200, 1484, 208, 1492]
section-divider bbox=[892, 6, 894, 44]
briefs-label: ସଂକ୍ଷେପରେ bbox=[7, 82, 131, 102]
drill-headline-line1: ରାସାୟନିକ ଦୁର୍ଘଟଣା bbox=[682, 80, 855, 108]
